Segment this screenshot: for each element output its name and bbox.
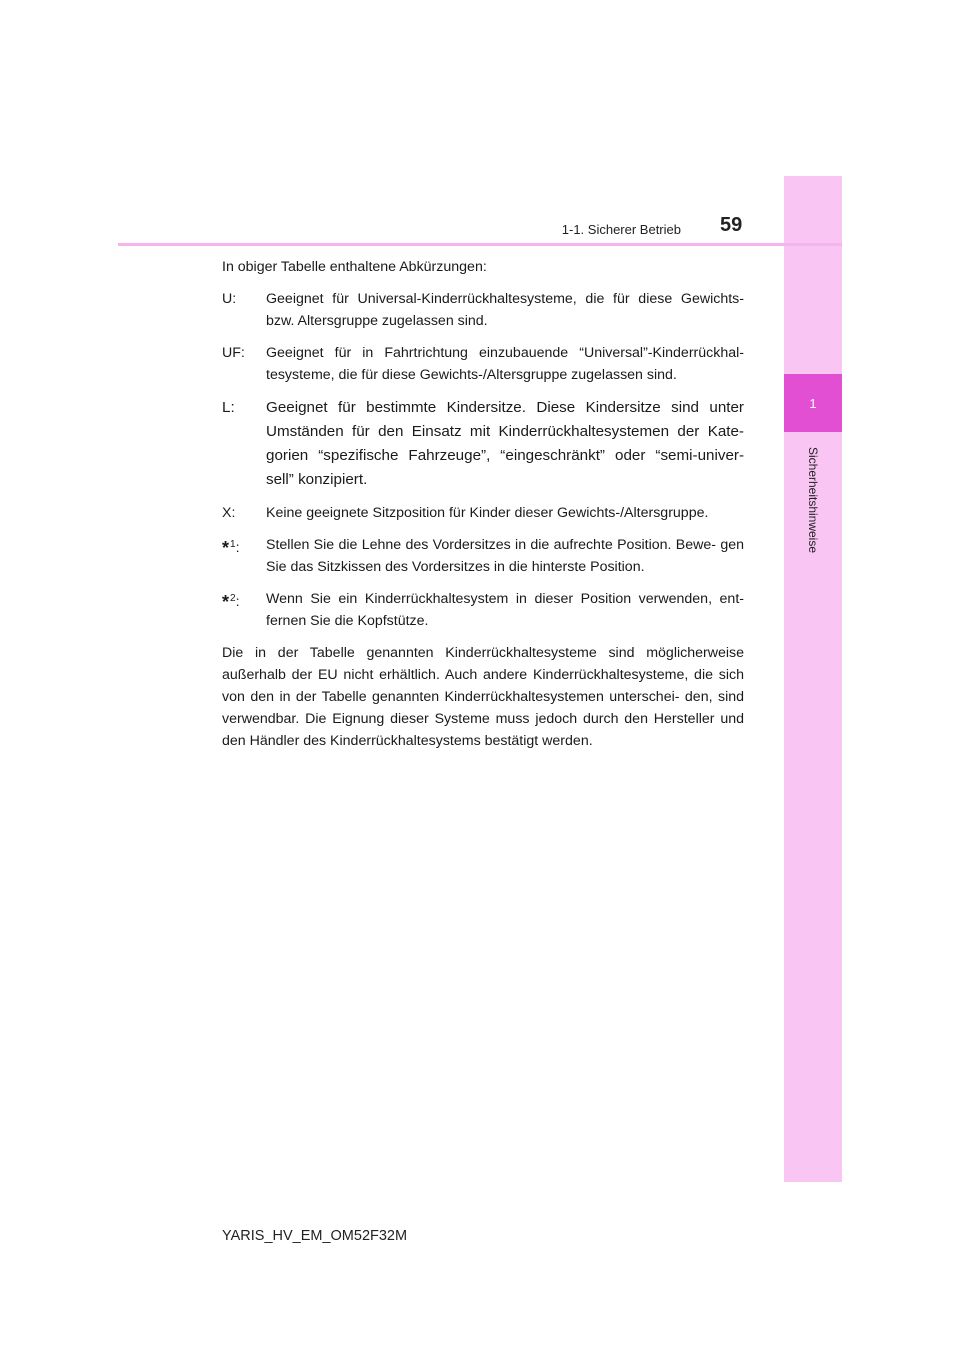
footnote-item xyxy=(222,588,744,632)
header-divider xyxy=(118,243,842,246)
abbreviation-code: L: xyxy=(222,399,235,416)
footnote-marker: *$^2$: xyxy=(222,592,240,612)
abbreviation-item xyxy=(222,342,744,386)
page-number: 59 xyxy=(720,214,743,236)
footnote-star: * xyxy=(222,538,230,558)
abbreviation-description: Geeignet für bestimmte Kindersitze. Diese Kindersitze sind unter Umständen für den Einsatz mit Kinderrückhaltesystemen der Kate- gorien “spezifische Fahrzeuge”, “eingeschränkt” oder “semi-univer- sell” konzipiert. xyxy=(266,399,744,488)
chapter-number-badge[interactable] xyxy=(784,374,842,432)
footnote-star: * xyxy=(222,592,230,612)
abbreviation-description: Keine geeignete Sitzposition für Kinder dieser Gewichts-/Altersgruppe. xyxy=(266,505,709,521)
closing-paragraph: Die in der Tabelle genannten Kinderrückhaltesysteme sind möglicherweise außerhalb der EU nicht erhältlich. Auch andere Kinderrückhaltesysteme, die sich von den in der Tabelle genannten Kinderrückhaltesystemen unterschei- den, sind verwendbar. Die Eignung dieser Systeme muss jedoch durch den Hersteller und den Händler des Kinderrückhaltesystems bestätigt werden. xyxy=(222,645,744,749)
chapter-title: Sicherheitshinweise xyxy=(806,446,820,554)
abbreviation-item xyxy=(222,396,744,492)
footnote-text: Stellen Sie die Lehne des Vordersitzes in die aufrechte Position. Bewe- gen Sie das Sitzkissen des Vordersitzes in die hinterste Position. xyxy=(266,537,744,575)
abbreviation-item xyxy=(222,502,744,524)
footnote-text: Wenn Sie ein Kinderrückhaltesystem in dieser Position verwenden, ent- fernen Sie die Kopfstütze. xyxy=(266,591,744,629)
abbreviation-code: X: xyxy=(222,505,236,521)
footnote-item xyxy=(222,534,744,578)
abbreviation-item xyxy=(222,288,744,332)
section-title: 1-1. Sicherer Betrieb xyxy=(561,222,681,237)
intro-text: In obiger Tabelle enthaltene Abkürzungen: xyxy=(222,259,487,275)
abbreviation-description: Geeignet für Universal-Kinderrückhaltesysteme, die für diese Gewichts- bzw. Altersgruppe zugelassen sind. xyxy=(266,291,744,329)
footnote-number: 2 xyxy=(230,593,236,604)
page-body xyxy=(222,256,744,762)
abbreviation-code: UF: xyxy=(222,345,245,361)
chapter-side-tab xyxy=(784,176,842,1182)
abbreviation-description: Geeignet für in Fahrtrichtung einzubauende “Universal”-Kinderrückhal- tesysteme, die für diese Gewichts-/Altersgruppe zugelassen sind. xyxy=(266,345,744,383)
footnote-number: 1 xyxy=(230,539,236,550)
document-code: YARIS_HV_EM_OM52F32M xyxy=(222,1228,408,1244)
chapter-number: 1 xyxy=(809,395,817,411)
abbreviation-code: U: xyxy=(222,291,237,307)
footnote-marker: *$^1$: xyxy=(222,538,240,558)
